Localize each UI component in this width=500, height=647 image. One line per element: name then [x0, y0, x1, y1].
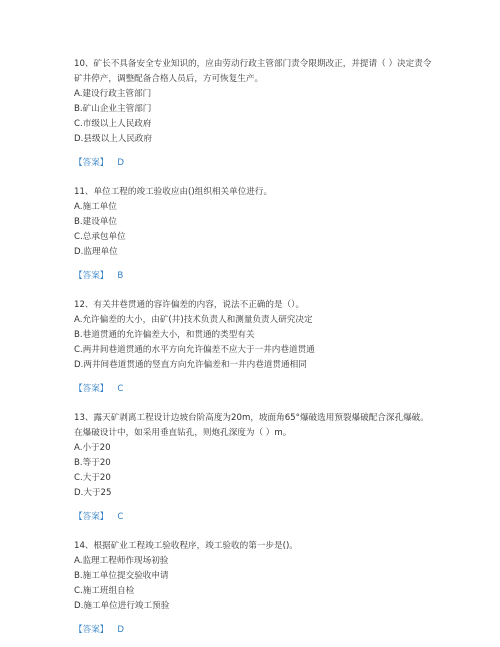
answer-value: D	[117, 158, 125, 168]
answer-label: 【答案】	[74, 384, 109, 394]
question-stem: 14、根据矿业工程竣工验收程序，竣工验收的第一步是()。	[74, 541, 298, 551]
option-c: C.大于20	[74, 473, 111, 483]
option-a: A.监理工程师作现场初验	[74, 556, 169, 566]
answer-label: 【答案】	[74, 271, 109, 281]
option-c: C.施工班组自检	[74, 586, 135, 596]
option-c: C.两井间巷道贯通的水平方向允许偏差不应大于一井内巷道贯通	[74, 345, 315, 355]
answer-label: 【答案】	[74, 158, 109, 168]
option-b: B.矿山企业主管部门	[74, 104, 152, 114]
option-d: D.两井间巷道贯通的竖直方向允许偏差和一井内巷道贯通相同	[74, 360, 307, 370]
option-b: B.施工单位提交验收申请	[74, 571, 169, 581]
option-d: D.县级以上人民政府	[74, 134, 153, 144]
option-b: B.巷道贯通的允许偏差大小，和贯通的类型有关	[74, 330, 255, 340]
option-c: C.市级以上人民政府	[74, 119, 152, 129]
option-a: A.建设行政主管部门	[74, 89, 152, 99]
question-14	[74, 539, 434, 638]
option-b: B.建设单位	[74, 217, 118, 227]
document-page	[74, 57, 434, 638]
question-stem: 12、有关井巷贯通的容许偏差的内容，说法不正确的是（）。	[74, 300, 305, 310]
question-10	[74, 57, 434, 171]
answer-value: B	[117, 271, 124, 281]
option-d: D.监理单位	[74, 247, 118, 257]
answer-value: D	[117, 625, 125, 635]
option-a: A.施工单位	[74, 202, 117, 212]
question-13	[74, 411, 434, 525]
option-a: A.小于20	[74, 443, 111, 453]
question-11	[74, 185, 434, 284]
option-d: D.大于25	[74, 488, 112, 498]
option-b: B.等于20	[74, 458, 111, 468]
answer-value: C	[117, 384, 124, 394]
option-d: D.施工单位进行竣工预验	[74, 601, 170, 611]
answer-line	[74, 623, 434, 638]
option-c: C.总承包单位	[74, 232, 126, 242]
answer-line	[74, 382, 434, 397]
question-stem: 13、露天矿剥离工程设计边坡台阶高度为20m，坡面角65°爆破选用预裂爆破配合深孔爆破。在爆破设计中，如采用垂直钻孔，则炮孔深度为（ ）m。	[74, 413, 429, 438]
question-stem: 11、单位工程的竣工验收应由()组织相关单位进行。	[74, 187, 273, 197]
answer-line	[74, 156, 434, 171]
question-12	[74, 298, 434, 397]
question-stem: 10、矿长不具备安全专业知识的，应由劳动行政主管部门责令限期改正，并提请（ ）决定责令矿井停产，调整配备合格人员后，方可恢复生产。	[74, 59, 432, 84]
option-a: A.允许偏差的大小，由矿(井)技术负责人和测量负责人研究决定	[74, 315, 313, 325]
answer-label: 【答案】	[74, 625, 109, 635]
answer-value: C	[117, 512, 124, 522]
answer-line	[74, 269, 434, 284]
answer-label: 【答案】	[74, 512, 109, 522]
answer-line	[74, 510, 434, 525]
